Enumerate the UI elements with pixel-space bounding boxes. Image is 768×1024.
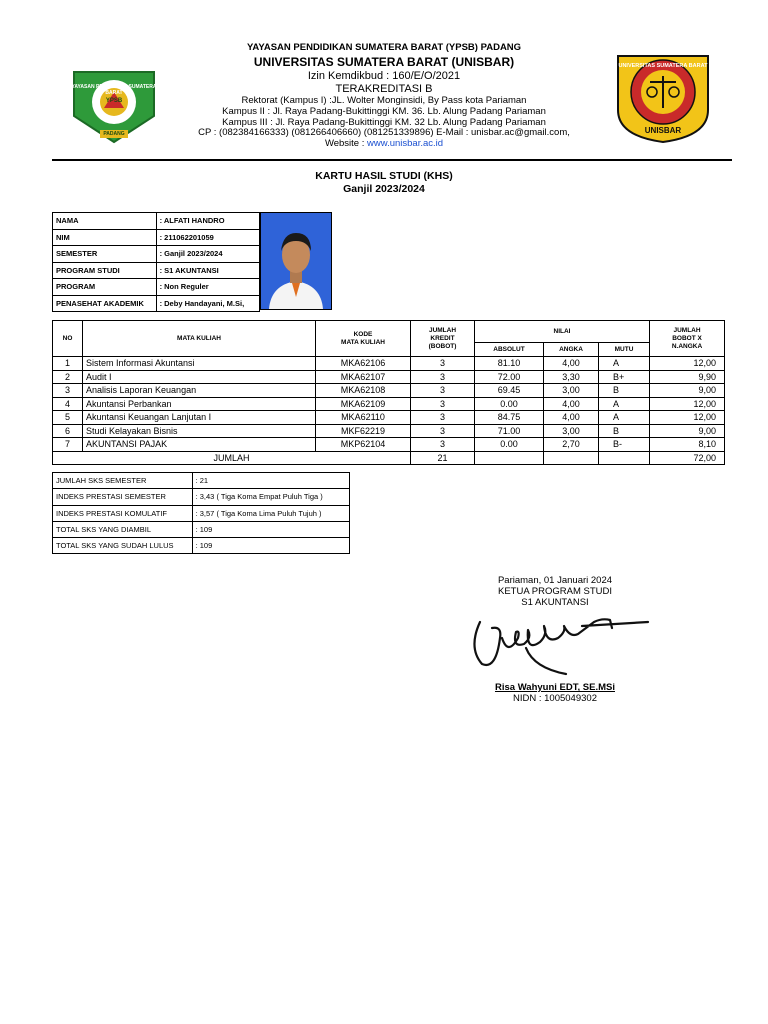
sign-place-date: Pariaman, 01 Januari 2024 <box>497 575 613 586</box>
row-no: 7 <box>53 438 83 452</box>
student-info-value: : ALFATI HANDRO <box>156 213 259 230</box>
total-blank-number <box>544 451 599 465</box>
row-course: AKUNTANSI PAJAK <box>83 438 316 452</box>
row-code: MKA62108 <box>316 384 411 398</box>
student-info-row <box>53 295 260 312</box>
student-info-row <box>53 213 260 230</box>
row-quality: A <box>599 357 650 371</box>
row-quality: A <box>599 397 650 411</box>
row-number: 4,00 <box>544 397 599 411</box>
col-header-absolute: ABSOLUT <box>475 343 544 357</box>
row-quality: B <box>599 424 650 438</box>
ypsb-logo-text-bottom: PADANG <box>103 131 125 137</box>
col-header-course: MATA KULIAH <box>83 321 316 357</box>
col-header-total <box>650 321 725 357</box>
row-quality: A <box>599 411 650 425</box>
col-header-code <box>316 321 411 357</box>
student-info-value: : 211062201059 <box>156 229 259 246</box>
row-credit: 3 <box>411 370 475 384</box>
row-code: MKF62219 <box>316 424 411 438</box>
summary-value: : 21 <box>192 473 349 489</box>
unisbar-logo-text-top: UNIVERSITAS SUMATERA BARAT <box>618 63 708 69</box>
row-course: Analisis Laporan Keuangan <box>83 384 316 398</box>
row-total: 8,10 <box>650 438 725 452</box>
row-course: Audit I <box>83 370 316 384</box>
row-code: MKA62109 <box>316 397 411 411</box>
row-course: Akuntansi Keuangan Lanjutan I <box>83 411 316 425</box>
website-label: Website : <box>324 138 368 149</box>
contact-info: CP : (082384166333) (081266406660) (081251339896) E-Mail : unisbar.ac@gmail.com, <box>198 127 570 138</box>
grades-table <box>52 320 725 465</box>
col-header-credit <box>411 321 475 357</box>
total-blank-absolute <box>475 451 544 465</box>
student-photo <box>260 212 332 310</box>
total-label: JUMLAH <box>53 451 411 465</box>
total-credit: 21 <box>411 451 475 465</box>
row-no: 2 <box>53 370 83 384</box>
row-absolute: 0.00 <box>475 438 544 452</box>
row-absolute: 72.00 <box>475 370 544 384</box>
row-course: Studi Kelayakan Bisnis <box>83 424 316 438</box>
student-info-value: : S1 AKUNTANSI <box>156 262 259 279</box>
row-number: 4,00 <box>544 357 599 371</box>
col-header-credit-line2: KREDIT <box>430 334 455 342</box>
ypsb-logo-text-mid: YPSB <box>105 98 123 104</box>
row-number: 3,00 <box>544 384 599 398</box>
row-no: 3 <box>53 384 83 398</box>
row-number: 4,00 <box>544 411 599 425</box>
student-info-label: PENASEHAT AKADEMIK <box>53 295 157 312</box>
col-header-total-line3: N.ANGKA <box>671 342 703 350</box>
student-info-label: NAMA <box>53 213 157 230</box>
student-info-value: : Non Reguler <box>156 279 259 296</box>
col-header-credit-line1: JUMLAH <box>428 326 457 334</box>
row-absolute: 84.75 <box>475 411 544 425</box>
unisbar-logo-text-bottom: UNISBAR <box>644 126 682 135</box>
row-total: 12,00 <box>650 357 725 371</box>
row-total: 12,00 <box>650 397 725 411</box>
student-info-label: NIM <box>53 229 157 246</box>
row-credit: 3 <box>411 384 475 398</box>
row-number: 3,30 <box>544 370 599 384</box>
col-header-grade: NILAI <box>475 321 650 343</box>
row-credit: 3 <box>411 438 475 452</box>
summary-label: INDEKS PRESTASI KOMULATIF <box>53 505 193 521</box>
total-weighted: 72,00 <box>650 451 725 465</box>
table-row <box>53 411 725 425</box>
row-total: 9,00 <box>650 384 725 398</box>
row-absolute: 69.45 <box>475 384 544 398</box>
summary-row <box>53 473 350 489</box>
header-divider <box>52 159 732 161</box>
summary-value: : 3,43 ( Tiga Koma Empat Puluh Tiga ) <box>192 489 349 505</box>
handwritten-signature <box>462 608 652 680</box>
sign-position: KETUA PROGRAM STUDI <box>497 586 612 597</box>
row-code: MKA62106 <box>316 357 411 371</box>
student-info-row <box>53 246 260 263</box>
row-absolute: 81.10 <box>475 357 544 371</box>
website-line <box>0 138 768 149</box>
col-header-code-line2: MATA KULIAH <box>341 338 385 346</box>
col-header-total-line2: BOBOT X <box>672 334 702 342</box>
row-credit: 3 <box>411 357 475 371</box>
student-info-row <box>53 262 260 279</box>
summary-row <box>53 521 350 537</box>
row-credit: 3 <box>411 397 475 411</box>
student-info-row <box>53 279 260 296</box>
student-info-table <box>52 212 260 312</box>
summary-label: INDEKS PRESTASI SEMESTER <box>53 489 193 505</box>
signer-nidn: NIDN : 1005049302 <box>513 693 597 704</box>
table-row <box>53 357 725 371</box>
sign-program: S1 AKUNTANSI <box>521 597 589 608</box>
col-header-number: ANGKA <box>544 343 599 357</box>
row-total: 9,90 <box>650 370 725 384</box>
accreditation: TERAKREDITASI B <box>335 83 433 95</box>
row-course: Akuntansi Perbankan <box>83 397 316 411</box>
table-row <box>53 438 725 452</box>
student-info-label: SEMESTER <box>53 246 157 263</box>
summary-label: TOTAL SKS YANG SUDAH LULUS <box>53 538 193 554</box>
row-code: MKP62104 <box>316 438 411 452</box>
row-absolute: 71.00 <box>475 424 544 438</box>
student-info-label: PROGRAM <box>53 279 157 296</box>
signer-name: Risa Wahyuni EDT, SE.MSi <box>494 682 615 693</box>
summary-label: JUMLAH SKS SEMESTER <box>53 473 193 489</box>
row-code: MKA62110 <box>316 411 411 425</box>
row-total: 12,00 <box>650 411 725 425</box>
row-absolute: 0.00 <box>475 397 544 411</box>
website-link[interactable]: www.unisbar.ac.id <box>367 138 444 149</box>
student-info-row <box>53 229 260 246</box>
col-header-no: NO <box>53 321 83 357</box>
table-row <box>53 397 725 411</box>
row-no: 4 <box>53 397 83 411</box>
row-credit: 3 <box>411 411 475 425</box>
summary-row <box>53 489 350 505</box>
row-total: 9,00 <box>650 424 725 438</box>
col-header-code-line1: KODE <box>353 330 373 338</box>
table-row <box>53 370 725 384</box>
row-course: Sistem Informasi Akuntansi <box>83 357 316 371</box>
ypsb-logo-text-top: YAYASAN PENDIDIKAN SUMATERA BARAT <box>71 84 157 96</box>
row-quality: B <box>599 384 650 398</box>
row-code: MKA62107 <box>316 370 411 384</box>
summary-label: TOTAL SKS YANG DIAMBIL <box>53 521 193 537</box>
row-no: 6 <box>53 424 83 438</box>
summary-value: : 109 <box>192 538 349 554</box>
row-number: 3,00 <box>544 424 599 438</box>
document-period: Ganjil 2023/2024 <box>343 183 425 195</box>
row-no: 5 <box>53 411 83 425</box>
col-header-total-line1: JUMLAH <box>673 326 701 334</box>
table-row <box>53 424 725 438</box>
row-quality: B+ <box>599 370 650 384</box>
campus-2-address: Kampus II : Jl. Raya Padang-Bukittinggi KM. 36. Lb. Alung Padang Pariaman <box>222 106 546 117</box>
student-info-value: : Ganjil 2023/2024 <box>156 246 259 263</box>
campus-3-address: Kampus III : Jl. Raya Padang-Bukittinggi KM. 32 Lb. Alung Padang Pariaman <box>222 117 546 128</box>
summary-row <box>53 505 350 521</box>
student-info-value: : Deby Handayani, M.Si, <box>156 295 259 312</box>
campus-1-address: Rektorat (Kampus I) :JL. Wolter Monginsidi, By Pass kota Pariaman <box>241 95 527 106</box>
col-header-quality: MUTU <box>599 343 650 357</box>
col-header-credit-line3: (BOBOT) <box>428 342 457 350</box>
permit-number: Izin Kemdikbud : 160/E/O/2021 <box>307 70 461 82</box>
row-credit: 3 <box>411 424 475 438</box>
total-blank-quality <box>599 451 650 465</box>
table-row <box>53 384 725 398</box>
summary-table <box>52 472 350 554</box>
row-quality: B- <box>599 438 650 452</box>
student-info-label: PROGRAM STUDI <box>53 262 157 279</box>
foundation-name: YAYASAN PENDIDIKAN SUMATERA BARAT (YPSB) PADANG <box>246 42 522 53</box>
summary-value: : 109 <box>192 521 349 537</box>
row-number: 2,70 <box>544 438 599 452</box>
summary-value: : 3,57 ( Tiga Koma Lima Puluh Tujuh ) <box>192 505 349 521</box>
summary-row <box>53 538 350 554</box>
document-title: KARTU HASIL STUDI (KHS) <box>315 170 453 182</box>
row-no: 1 <box>53 357 83 371</box>
university-name: UNIVERSITAS SUMATERA BARAT (UNISBAR) <box>253 55 515 69</box>
